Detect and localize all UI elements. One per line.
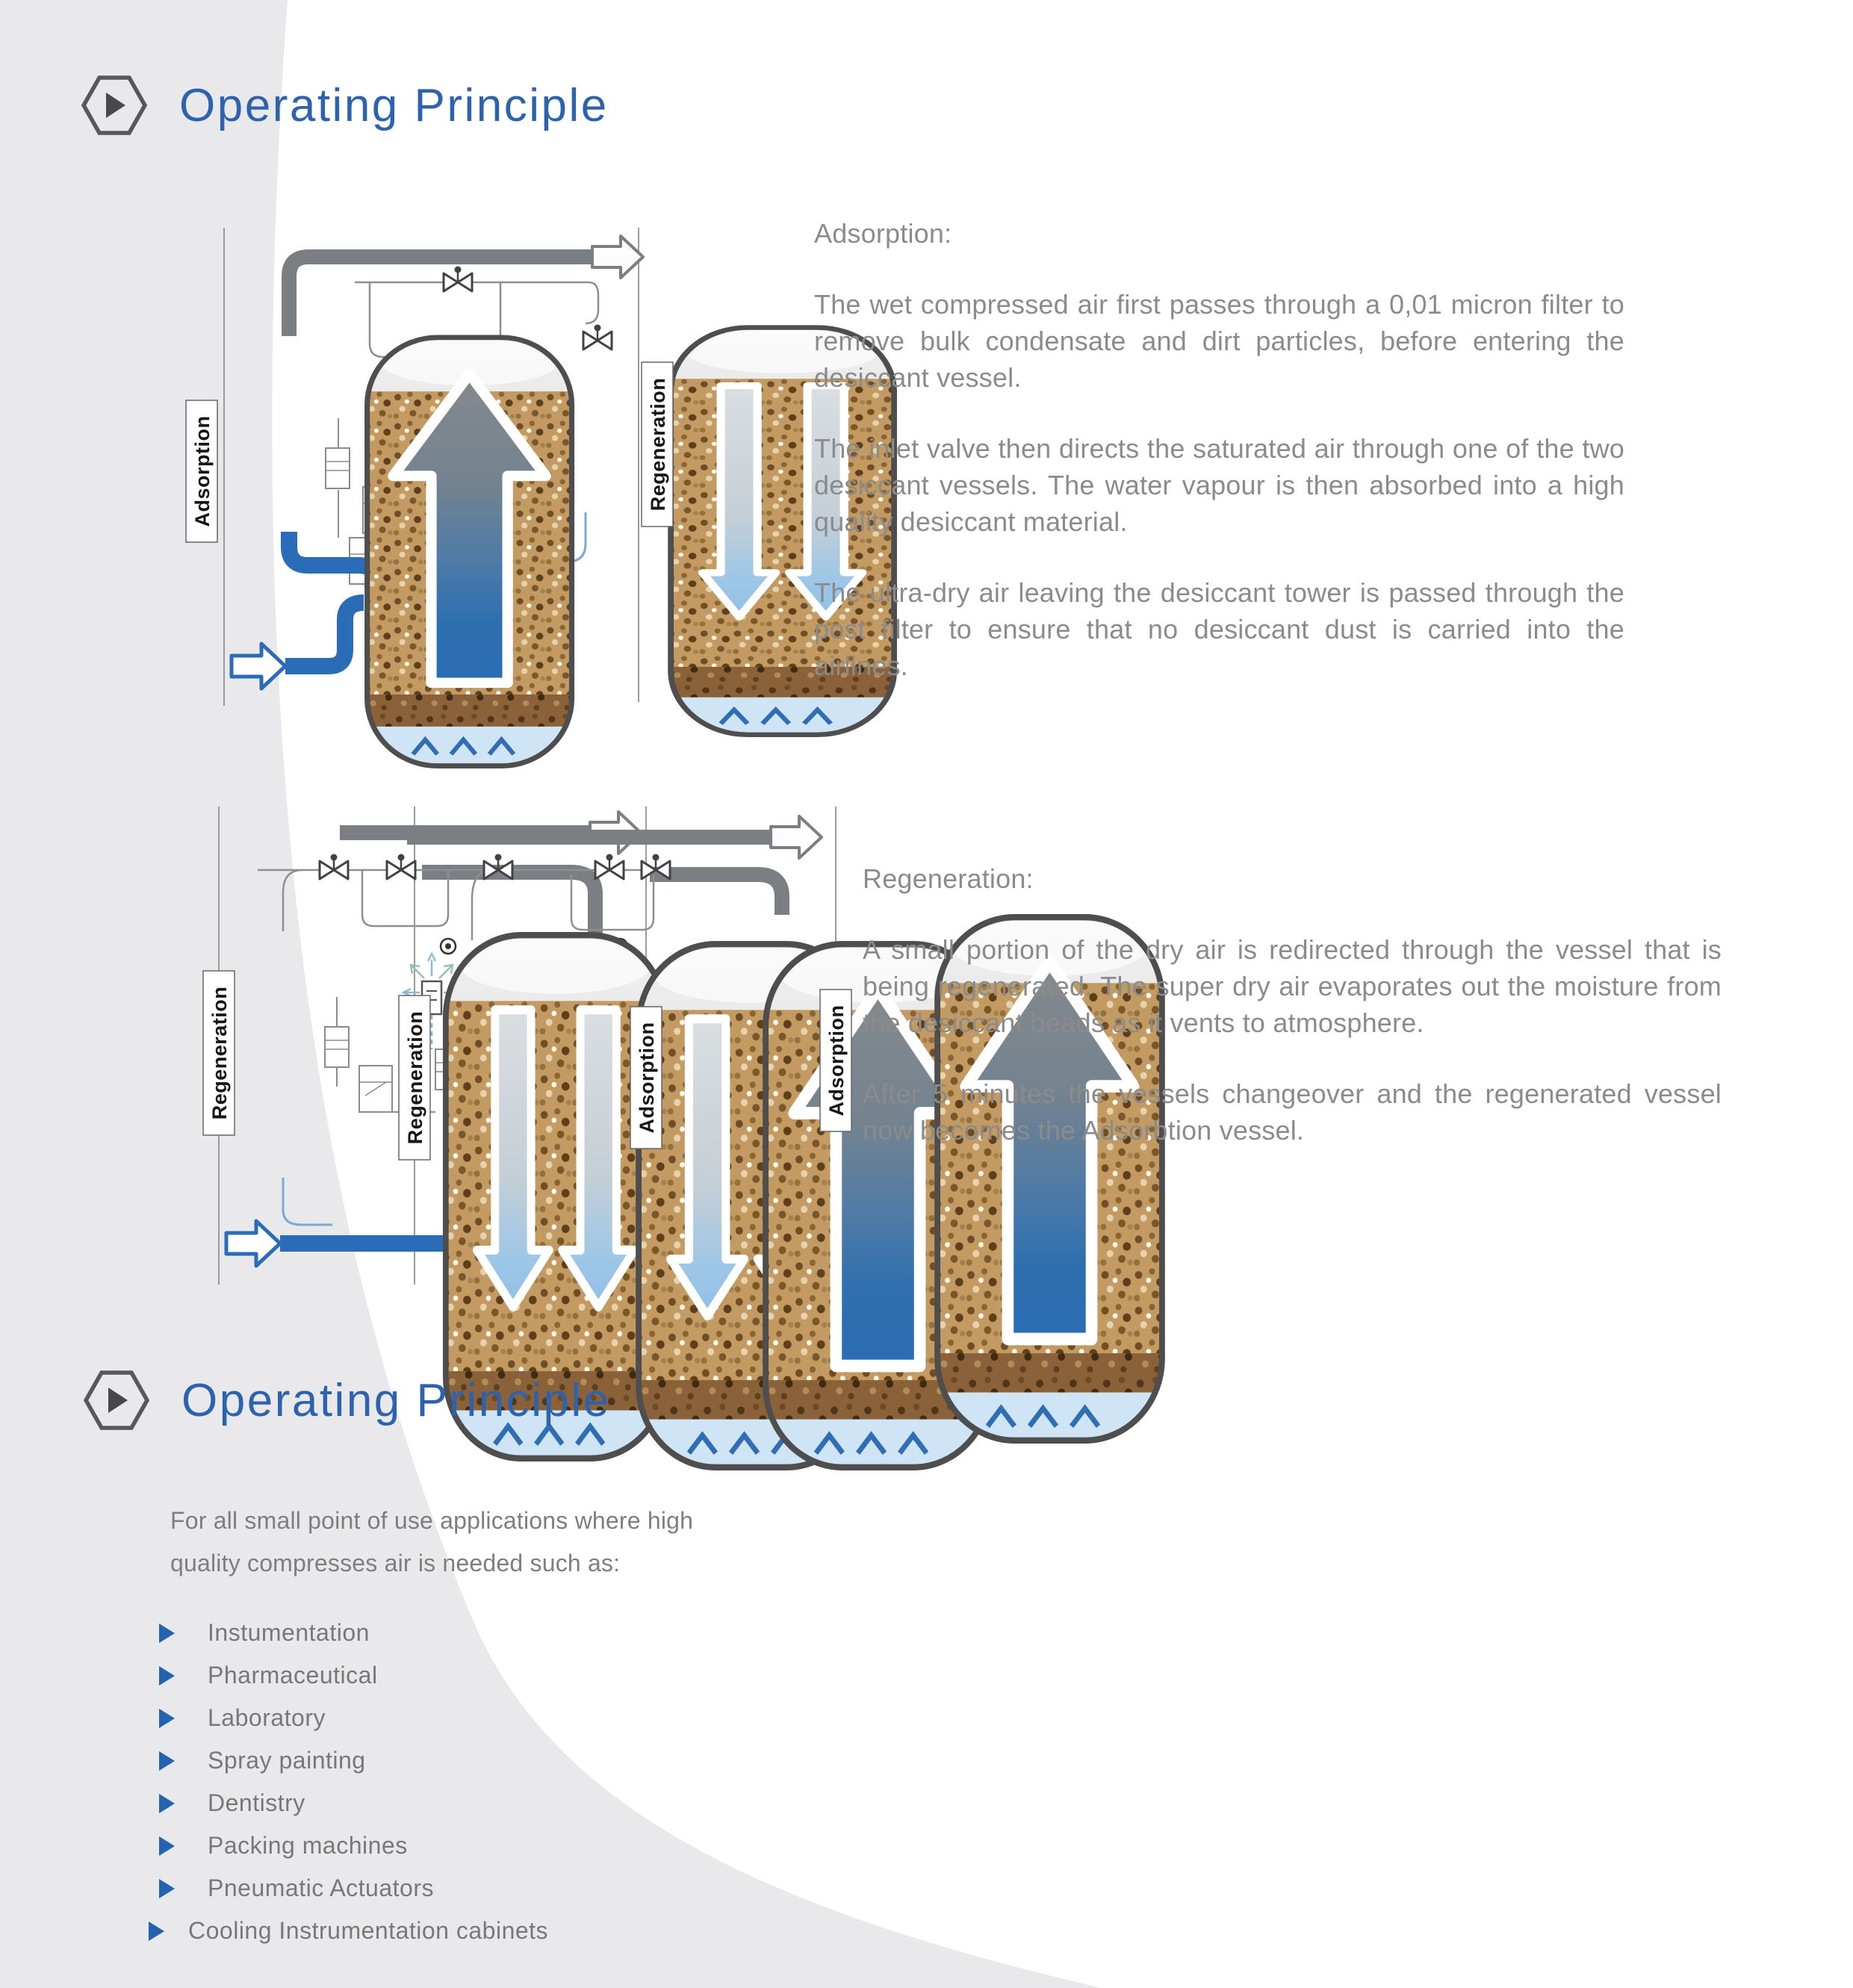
list-item xyxy=(159,1654,548,1697)
adsorption-diagram xyxy=(179,224,672,717)
paragraph: The ultra-dry air leaving the desiccant tower is passed through the post filter to ensure that no desiccant dust is carried into the airlines. xyxy=(814,577,1624,681)
svg-text:Adsorption: Adsorption xyxy=(825,1004,848,1116)
bullet-triangle-icon xyxy=(159,1794,175,1813)
vessel-feed-pipe xyxy=(650,875,782,915)
applications-list xyxy=(159,1612,548,1952)
valve-icon xyxy=(583,325,612,350)
list-item-label: Cooling Instrumentation cabinets xyxy=(188,1917,549,1944)
outlet-pipe xyxy=(289,257,592,336)
purge-line xyxy=(283,1178,332,1225)
list-item-label: Laboratory xyxy=(208,1704,326,1731)
svg-text:Adsorption: Adsorption xyxy=(191,415,214,527)
valve-icon xyxy=(387,854,415,880)
paragraph: A small portion of the dry air is redirected through the vessel that is being regenerated. The super dry air evaporates out the moisture from the desiccant beads as it vents to atmosphere. xyxy=(863,934,1722,1038)
valve-icon xyxy=(444,267,472,292)
label-adsorption xyxy=(186,400,217,542)
bypass-loop xyxy=(571,875,654,930)
paragraph: The inlet valve then directs the saturated air through one of the two desiccant vessels. The water vapour is then absorbed into a high quality desiccant material. xyxy=(814,433,1624,537)
bypass-line xyxy=(355,282,598,323)
list-item xyxy=(159,1697,548,1739)
bullet-triangle-icon xyxy=(159,1879,175,1898)
bullet-triangle-icon xyxy=(149,1922,164,1941)
label-adsorption xyxy=(630,1007,662,1149)
gauge-icon xyxy=(441,939,456,954)
list-item xyxy=(159,1739,548,1782)
svg-text:Regeneration: Regeneration xyxy=(404,1010,426,1145)
regeneration-heading: Regeneration: xyxy=(863,863,1034,894)
adsorption-text-block xyxy=(814,215,1624,718)
inlet-arrow-icon xyxy=(226,1221,280,1266)
svg-text:Regeneration: Regeneration xyxy=(647,377,669,512)
label-regeneration xyxy=(399,995,430,1160)
list-item xyxy=(149,1910,548,1952)
valve-icon xyxy=(320,854,348,880)
valve-box xyxy=(326,448,350,488)
paragraph: The wet compressed air first passes through a 0,01 micron filter to remove bulk condensate and dirt particles, before entering the desiccant vessel. xyxy=(814,289,1624,393)
valve-box xyxy=(359,1066,392,1112)
applications-intro: For all small point of use applications where high quality compresses air is needed such as: xyxy=(170,1507,694,1577)
adsorption-heading: Adsorption: xyxy=(814,218,952,249)
bullet-triangle-icon xyxy=(159,1709,175,1728)
hexagon-play-icon xyxy=(86,1371,147,1429)
bullet-triangle-icon xyxy=(159,1751,175,1771)
paragraph: After 5 minutes the vessels changeover and the regenerated vessel now becomes the Adsorbtion vessel. xyxy=(863,1078,1722,1146)
section-header-1 xyxy=(84,76,609,134)
label-adsorption xyxy=(820,990,851,1131)
list-item xyxy=(159,1782,548,1824)
valve-icon xyxy=(595,854,624,880)
regeneration-diagram xyxy=(208,803,855,1288)
list-item xyxy=(159,1867,548,1910)
list-item xyxy=(159,1824,548,1867)
label-regeneration xyxy=(203,971,235,1135)
adsorption-vessel xyxy=(367,338,572,766)
list-item xyxy=(159,1612,548,1654)
inlet-pipe xyxy=(285,603,364,666)
bullet-triangle-icon xyxy=(159,1666,175,1686)
list-item-label: Spray painting xyxy=(208,1747,366,1774)
bullet-triangle-icon xyxy=(159,1836,175,1856)
list-item-label: Dentistry xyxy=(208,1789,305,1816)
inlet-arrow-icon xyxy=(232,644,285,689)
regeneration-text-block xyxy=(863,860,1722,1183)
svg-text:Regeneration: Regeneration xyxy=(208,986,231,1120)
valve-box xyxy=(325,1027,349,1067)
list-item-label: Pharmaceutical xyxy=(208,1662,378,1689)
outlet-arrow-icon xyxy=(592,236,643,278)
page-title: Operating Principle xyxy=(179,79,609,131)
bypass-elbows xyxy=(283,870,491,940)
list-item-label: Pneumatic Actuators xyxy=(208,1874,434,1901)
section-header-2 xyxy=(86,1371,611,1429)
list-item-label: Packing machines xyxy=(208,1832,408,1859)
section-title: Operating Principle xyxy=(181,1374,611,1426)
svg-text:Adsorption: Adsorption xyxy=(636,1022,658,1134)
label-regeneration xyxy=(642,362,673,526)
hexagon-play-icon xyxy=(84,76,145,134)
outlet-arrow-icon xyxy=(771,816,822,858)
list-item-label: Instumentation xyxy=(208,1619,370,1646)
bullet-triangle-icon xyxy=(159,1624,175,1643)
